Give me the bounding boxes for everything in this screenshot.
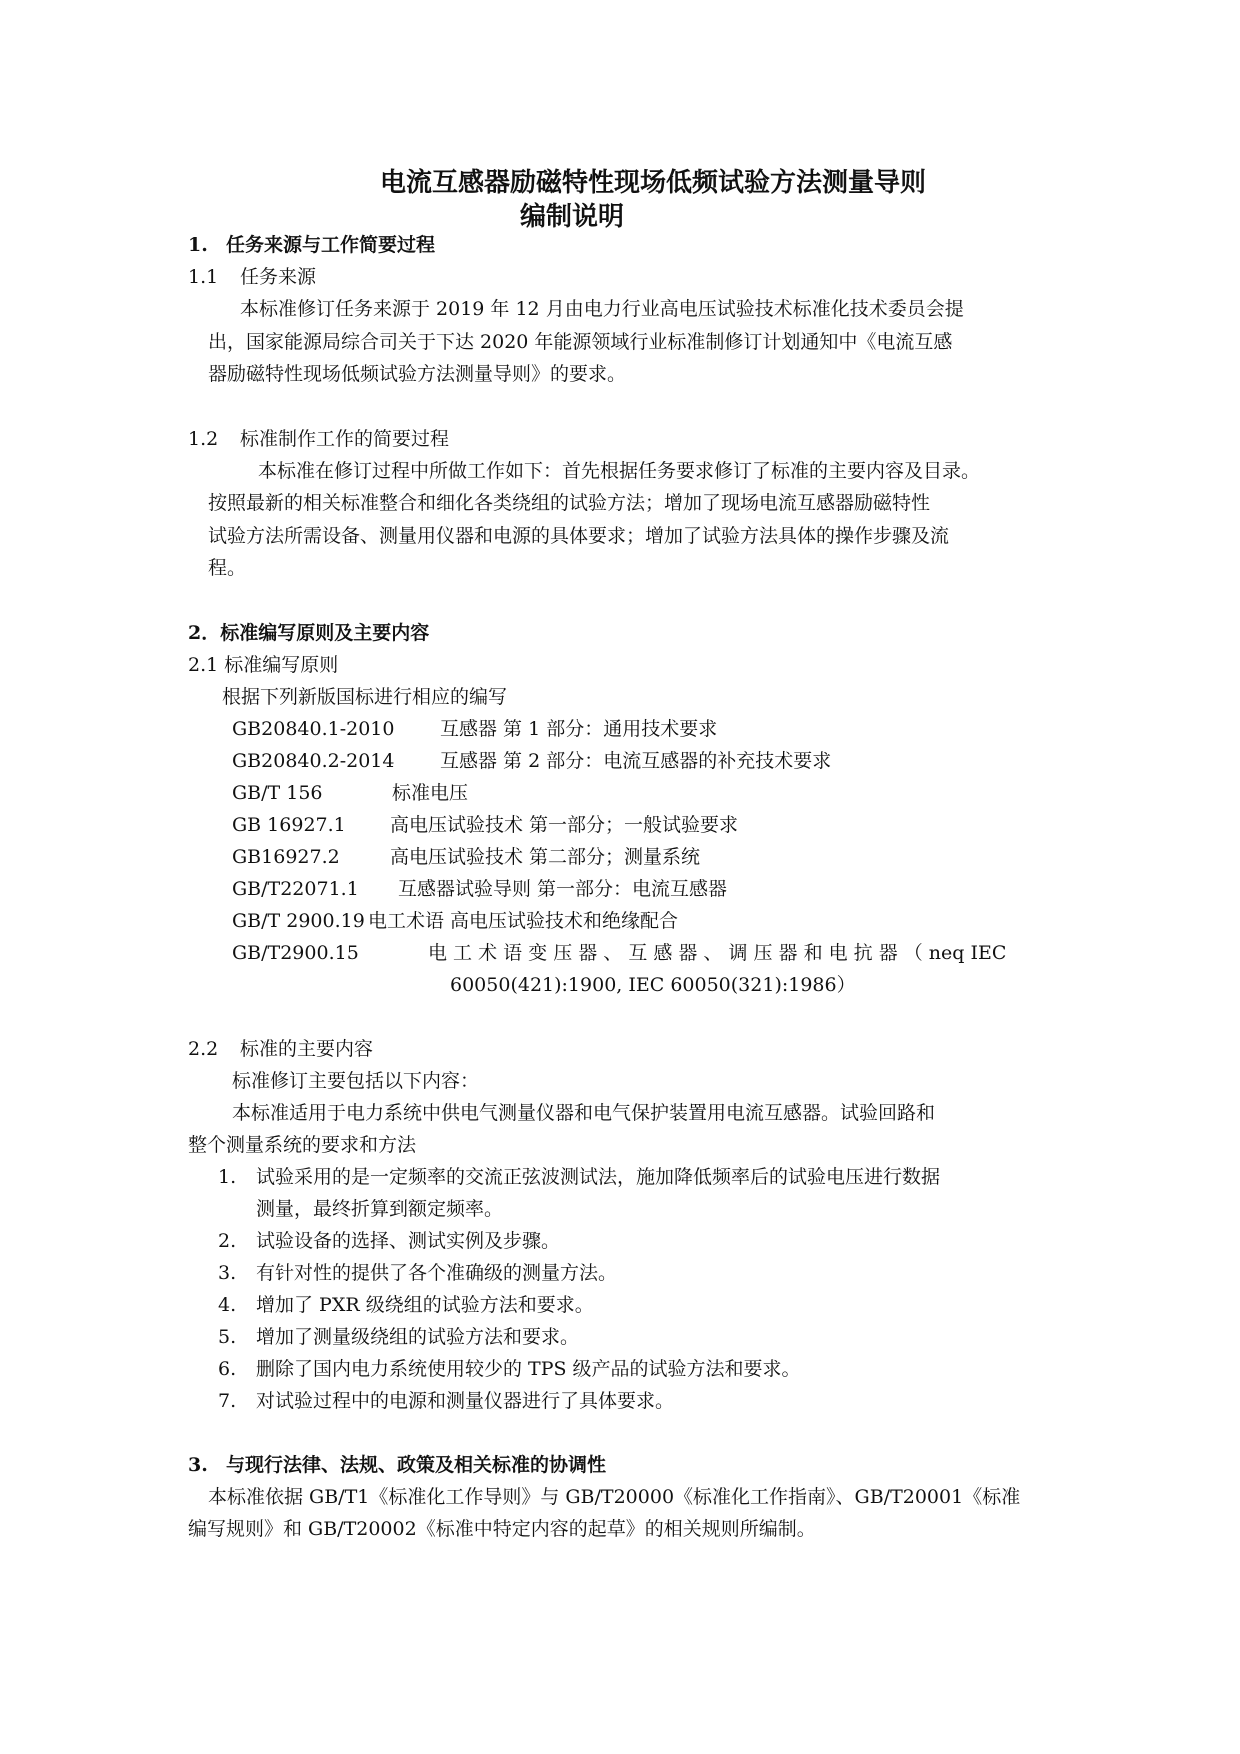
section-2-2-number: 2.2	[188, 1038, 219, 1060]
document-subtitle: 编制说明	[520, 202, 625, 232]
section-2-heading: 2．标准编写原则及主要内容	[188, 622, 430, 644]
section-2-1-title: 2.1 标准编写原则	[188, 654, 339, 676]
section-1-1-number: 1.1	[188, 266, 219, 288]
paragraph-line: 器励磁特性现场低频试验方法测量导则》的要求。	[208, 363, 627, 385]
list-item-text: 对试验过程中的电源和测量仪器进行了具体要求。	[256, 1390, 675, 1412]
list-item-number: 5.	[218, 1326, 237, 1348]
standard-code: GB/T22071.1	[232, 878, 359, 900]
paragraph-line: 整个测量系统的要求和方法	[188, 1134, 417, 1156]
list-item-number: 4.	[218, 1294, 237, 1316]
list-item-text: 删除了国内电力系统使用较少的 TPS 级产品的试验方法和要求。	[256, 1358, 801, 1380]
section-1-1-title: 任务来源	[240, 266, 317, 288]
paragraph-line: 本标准修订任务来源于 2019 年 12 月由电力行业高电压试验技术标准化技术委员会提	[240, 298, 964, 320]
standard-name-continuation: 60050(421):1900, IEC 60050(321):1986）	[450, 974, 856, 996]
standard-code: GB/T 2900.19	[232, 910, 365, 932]
list-item-text: 测量，最终折算到额定频率。	[256, 1198, 504, 1220]
paragraph-line: 按照最新的相关标准整合和细化各类绕组的试验方法；增加了现场电流互感器励磁特性	[208, 492, 931, 514]
list-item-text: 增加了测量级绕组的试验方法和要求。	[256, 1326, 580, 1348]
section-1-heading: 任务来源与工作简要过程	[226, 234, 436, 256]
list-item-number: 1.	[218, 1166, 237, 1188]
standard-name: 高电压试验技术 第一部分；一般试验要求	[390, 814, 739, 836]
standard-name: 高电压试验技术 第二部分；测量系统	[390, 846, 701, 868]
section-1-2-title: 标准制作工作的简要过程	[240, 428, 450, 450]
standard-name: 互感器试验导则 第一部分：电流互感器	[398, 878, 728, 900]
section-3-number: 3.	[188, 1454, 208, 1476]
paragraph-line: 出，国家能源局综合司关于下达 2020 年能源领域行业标准制修订计划通知中《电流互感	[208, 331, 953, 353]
section-3-heading: 与现行法律、法规、政策及相关标准的协调性	[226, 1454, 607, 1476]
list-item-number: 6.	[218, 1358, 237, 1380]
standard-code: GB 16927.1	[232, 814, 346, 836]
section-1-number: 1.	[188, 234, 208, 256]
standard-code: GB/T2900.15	[232, 942, 359, 964]
standard-name: 互感器 第 1 部分：通用技术要求	[440, 718, 718, 740]
standard-name: 电工术语 高电压试验技术和绝缘配合	[368, 910, 679, 932]
standard-code: GB/T 156	[232, 782, 323, 804]
list-item-text: 有针对性的提供了各个准确级的测量方法。	[256, 1262, 618, 1284]
paragraph-line: 程。	[208, 557, 247, 579]
list-item-number: 3.	[218, 1262, 237, 1284]
standard-code: GB16927.2	[232, 846, 340, 868]
paragraph-line: 试验方法所需设备、测量用仪器和电源的具体要求；增加了试验方法具体的操作步骤及流	[208, 525, 950, 547]
section-2-2-intro: 标准修订主要包括以下内容：	[232, 1070, 480, 1092]
paragraph-line: 本标准适用于电力系统中供电气测量仪器和电气保护装置用电流互感器。试验回路和	[232, 1102, 936, 1124]
document-title: 电流互感器励磁特性现场低频试验方法测量导则	[380, 168, 927, 198]
paragraph-line: 本标准在修订过程中所做工作如下：首先根据任务要求修订了标准的主要内容及目录。	[258, 460, 981, 482]
standard-name: 互感器 第 2 部分：电流互感器的补充技术要求	[440, 750, 832, 772]
list-item-number: 7.	[218, 1390, 237, 1412]
list-item-text: 试验采用的是一定频率的交流正弦波测试法，施加降低频率后的试验电压进行数据	[256, 1166, 941, 1188]
list-item-text: 增加了 PXR 级绕组的试验方法和要求。	[256, 1294, 594, 1316]
list-item-number: 2.	[218, 1230, 237, 1252]
paragraph-line: 编写规则》和 GB/T20002《标准中特定内容的起草》的相关规则所编制。	[188, 1518, 816, 1540]
standard-name: 电 工 术 语 变 压 器 、 互 感 器 、 调 压 器 和 电 抗 器 （ neq IEC	[428, 942, 1007, 964]
standard-code: GB20840.2-2014	[232, 750, 395, 772]
list-item-text: 试验设备的选择、测试实例及步骤。	[256, 1230, 561, 1252]
section-1-2-number: 1.2	[188, 428, 219, 450]
paragraph-line: 本标准依据 GB/T1《标准化工作导则》与 GB/T20000《标准化工作指南》、GB/T20001《标准	[208, 1486, 1021, 1508]
standards-intro: 根据下列新版国标进行相应的编写	[222, 686, 508, 708]
standard-name: 标准电压	[392, 782, 469, 804]
section-2-2-title: 标准的主要内容	[240, 1038, 374, 1060]
standard-code: GB20840.1-2010	[232, 718, 395, 740]
